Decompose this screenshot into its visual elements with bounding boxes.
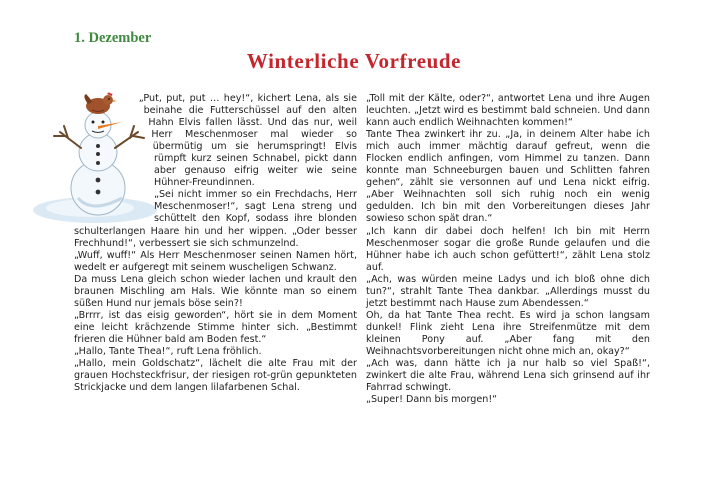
right-text-column: [366, 93, 650, 406]
story-paragraph: „Ich kann dir dabei doch helfen! Ich bin mit Herrn Meschenmoser sogar die große Runde gelaufen und die Hühner habe ich auch schon gefüttert!“, zählt Lena stolz auf.: [366, 225, 650, 273]
story-paragraph: „Super! Dann bis morgen!“: [366, 394, 498, 406]
story-paragraph: Da muss Lena gleich schon wieder lachen und krault den braunen Mischling am Hals. Wie könnte man so einem süßen Hund nur jemals böse sein?!: [74, 273, 357, 309]
story-paragraph: „Ach was, dann hätte ich ja nur halb so viel Spaß!“, zwinkert die alte Frau, während Lena sich grinsend auf ihr Fahrrad schwingt.: [366, 358, 650, 394]
story-paragraph: Oh, da hat Tante Thea recht. Es wird ja schon langsam dunkel! Flink zieht Lena ihre Streifenmütze mit dem kleinen Pony auf. „Aber fang mit den Weihnachtsvorbereitungen nicht ohne mich an, okay?“: [366, 309, 650, 357]
left-text-column: [74, 93, 357, 394]
chapter-title-text: Winterliche Vorfreude: [246, 49, 462, 73]
story-paragraph: „Sei nicht immer so ein Frechdachs, Herr Meschenmoser!“, sagt Lena streng und schüttelt den Kopf, sodass ihre blonden schulterlangen Haare hin und her wippen. „Oder besser Frechhund!“, verbessert sie sich schmunzelnd.: [74, 189, 357, 249]
story-paragraph: „Hallo, mein Goldschatz“, lächelt die alte Frau mit der grauen Hochsteckfrisur, der riesigen rot-grün gepunkteten Strickjacke und dem langen lilafarbenen Schal.: [74, 358, 357, 394]
story-paragraph: „Put, put, put … hey!“, kichert Lena, als sie beinahe die Futterschüssel auf den alten Hahn Elvis fallen lässt. Und das nur, weil Herr Meschenmoser mal wieder so übermütig um sie herumspringt! Elvis rümpft kurz seinen Schnabel, pickt dann aber genauso eifrig weiter wie seine Hühner-Freundinnen.: [138, 93, 357, 189]
story-paragraph: „Ach, was würden meine Ladys und ich bloß ohne dich tun?“, strahlt Tante Thea dankbar. „Allerdings musst du jetzt bestimmt nach Hause zum Abendessen.“: [366, 273, 650, 309]
illustration-space: [74, 93, 154, 225]
story-paragraph: „Brrrr, ist das eisig geworden“, hört sie in dem Moment eine leicht krächzende Stimme hinter sich. „Bestimmt frieren die Hühner bald am Boden fest.“: [74, 309, 357, 345]
story-paragraph: „Toll mit der Kälte, oder?“, antwortet Lena und ihre Augen leuchten. „Jetzt wird es bestimmt bald schneien. Und dann kann auch endlich Weihnachten kommen!“: [366, 93, 650, 129]
story-paragraph: Tante Thea zwinkert ihr zu. „Ja, in deinem Alter habe ich mich auch immer mächtig darauf gefreut, wenn die Flocken endlich anfingen, vom Himmel zu tanzen. Dann konnte man Schneeburgen bauen und Schlitten fahren gehen“, zählt sie versonnen auf und Lena nickt eifrig. „Aber Weihnachten soll sich ruhig noch ein wenig gedulden. Ich bin mit den Vorbereitungen dieses Jahr sowieso schon spät dran.“: [366, 129, 650, 225]
chapter-date: 1. Dezember: [74, 30, 152, 46]
chapter-title: [0, 44, 708, 76]
story-paragraph: „Hallo, Tante Thea!“, ruft Lena fröhlich.: [74, 345, 262, 357]
story-paragraph: „Wuff, wuff!“ Als Herr Meschenmoser seinen Namen hört, wedelt er aufgeregt mit seinem wuscheligen Schwanz.: [74, 249, 357, 273]
